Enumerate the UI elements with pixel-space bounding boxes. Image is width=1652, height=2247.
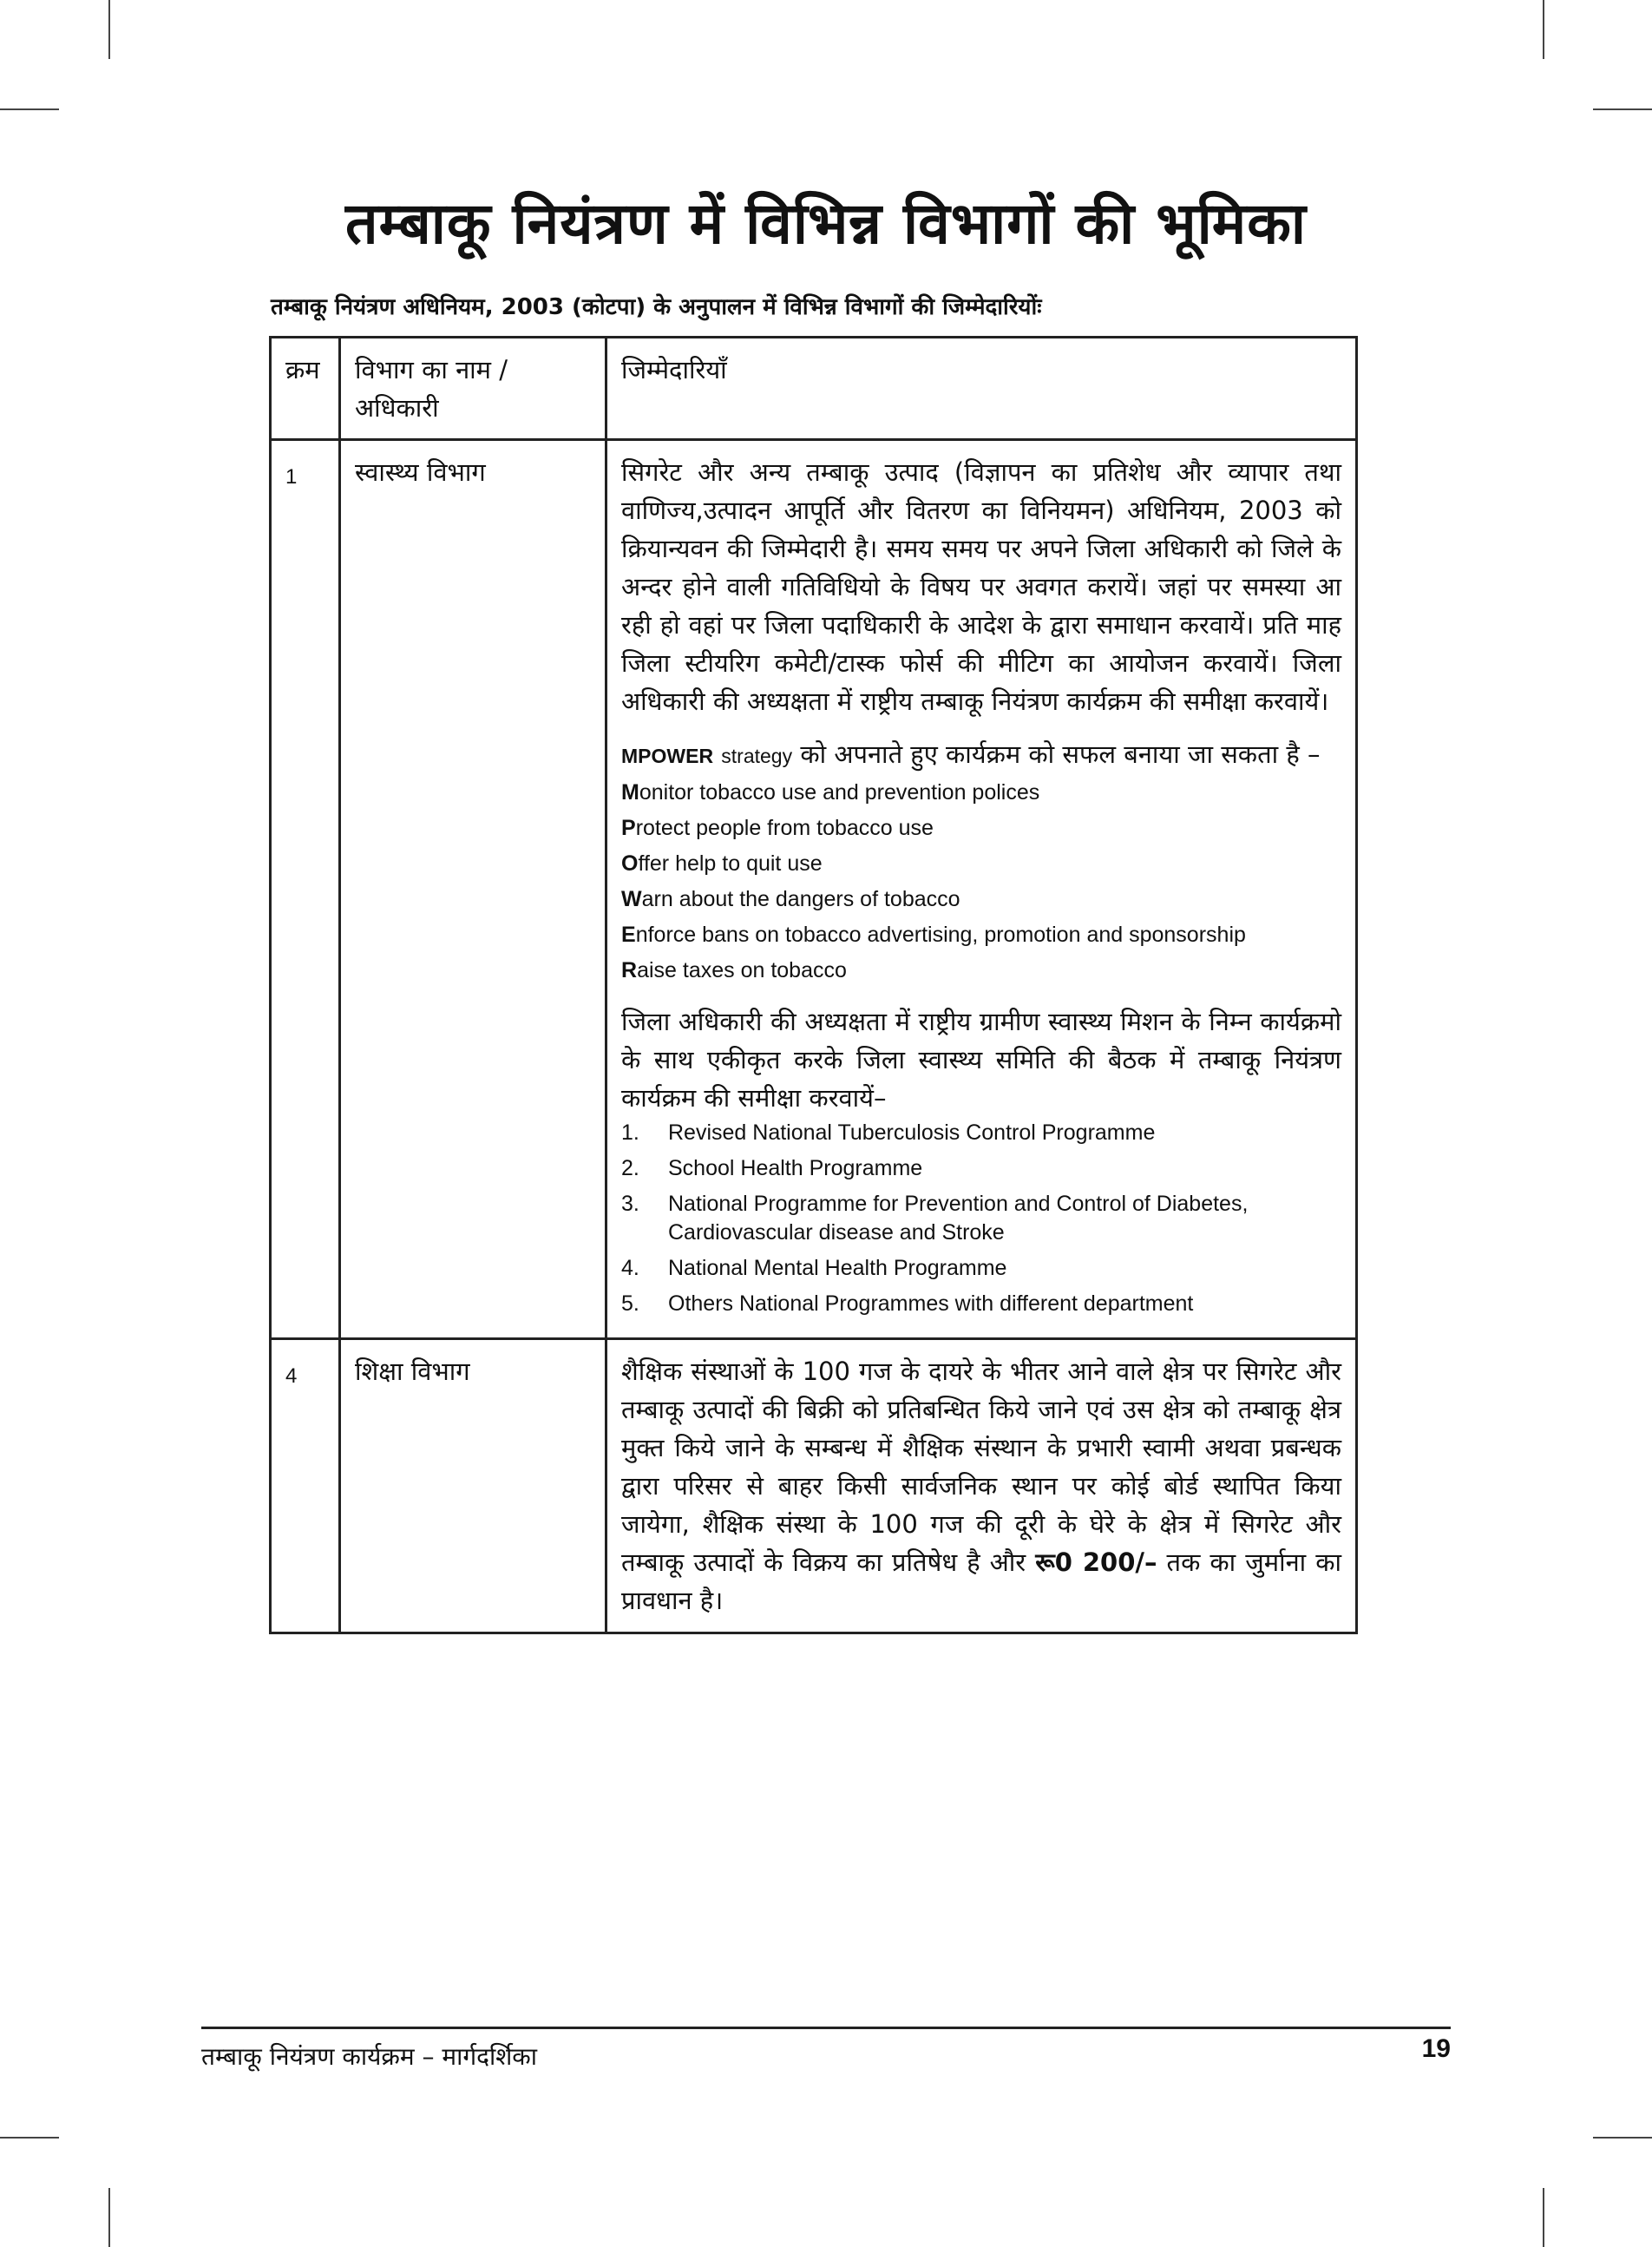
header-serial: क्रम <box>271 338 340 440</box>
header-department: विभाग का नाम / अधिकारी <box>340 338 606 440</box>
page-subtitle: तम्बाकू नियंत्रण अधिनियम, 2003 (कोटपा) के अनुपालन में विभिन्न विभागों की जिम्मेदारियोंः <box>271 294 1042 320</box>
health-dept-paragraph: सिगरेट और अन्य तम्बाकू उत्पाद (विज्ञापन का प्रतिशेध और व्यापार तथा वाणिज्य,उत्पादन आपूर्ति और वितरण का विनियमन) अधिनियम, 2003 को क्रियान्यवन की जिम्मेदारी है। समय समय पर अपने जिला अधिकारी को जिले के अन्दर होने वाली गतिविधियो के विषय पर अवगत करायें। जहां पर समस्या आ रही हो वहां पर जिला पदाधिकारी के आदेश के द्वारा समाधान करवायें। प्रति माह जिला स्टीयरिग कमेटी/टास्क फोर्स की मीटिग का आयोजन करवायें। जिला अधिकारी की अध्यक्षता में राष्ट्रीय तम्बाकू नियंत्रण कार्यक्रम की समीक्षा करवायें। <box>621 457 1341 717</box>
list-item: Enforce bans on tobacco advertising, promotion and sponsorship <box>621 922 1246 947</box>
list-item: 3. National Programme for Prevention and Control of Diabetes, Cardiovascular disease and Stroke <box>621 1191 1249 1245</box>
row-responsibilities <box>606 1338 1357 1633</box>
crop-mark <box>108 2188 110 2247</box>
row-department: शिक्षा विभाग <box>340 1338 606 1633</box>
list-item: Raise taxes on tobacco <box>621 957 847 982</box>
list-item: 2. School Health Programme <box>621 1155 923 1180</box>
row-responsibilities <box>606 440 1357 1339</box>
programme-list <box>621 1119 1341 1318</box>
crop-mark <box>1543 2188 1544 2247</box>
mpower-acronym: MPOWER <box>621 744 714 767</box>
list-item: 5. Others National Programmes with different department <box>621 1291 1194 1316</box>
crop-mark <box>1543 0 1544 59</box>
list-item: 1. Revised National Tuberculosis Control Programme <box>621 1120 1156 1145</box>
crop-mark <box>1593 2137 1652 2139</box>
list-item: Warn about the dangers of tobacco <box>621 886 960 911</box>
education-dept-paragraph: शैक्षिक संस्थाओं के 100 गज के दायरे के भीतर आने वाले क्षेत्र पर सिगरेट और तम्बाकू उत्पादों की बिक्री को प्रतिबन्धित किये जाने एवं उस क्षेत्र को तम्बाकू क्षेत्र मुक्त किये जाने के सम्बन्ध में शैक्षिक संस्थान के प्रभारी स्वामी अथवा प्रबन्धक द्वारा परिसर से बाहर किसी सार्वजनिक स्थान पर कोई बोर्ड स्थापित किया जायेगा, शैक्षिक संस्था के 100 गज की दूरी के घेरे के क्षेत्र में सिगरेट और तम्बाकू उत्पादों के विक्रय का प्रतिषेध है और रू0 200/– तक का जुर्माना का प्रावधान है। <box>621 1356 1342 1616</box>
responsibilities-table <box>269 336 1358 1634</box>
table-header-row <box>271 338 1357 440</box>
crop-mark <box>1593 108 1652 110</box>
list-item: Monitor tobacco use and prevention polices <box>621 779 1040 805</box>
crop-mark <box>0 108 59 110</box>
row-serial: 1 <box>271 440 340 1339</box>
page-title: तम्बाकू नियंत्रण में विभिन्न विभागों की भूमिका <box>345 190 1307 257</box>
crop-mark <box>108 0 110 59</box>
crop-mark <box>0 2137 59 2139</box>
row-department: स्वास्थ्य विभाग <box>340 440 606 1339</box>
list-item: 4. National Mental Health Programme <box>621 1255 1007 1280</box>
table-row <box>271 440 1357 1339</box>
row-serial: 4 <box>271 1338 340 1633</box>
mpower-heading-text: को अपनाते हुए कार्यक्रम को सफल बनाया जा सकता है – <box>800 739 1321 769</box>
footer-title: तम्बाकू नियंत्रण कार्यक्रम – मार्गदर्शिका <box>201 2042 538 2071</box>
table-row <box>271 1338 1357 1633</box>
mpower-heading <box>621 735 1341 773</box>
fine-amount: रू0 200/– <box>1035 1547 1157 1578</box>
list-item: Protect people from tobacco use <box>621 815 934 840</box>
mpower-strategy-word: strategy <box>721 744 793 767</box>
mpower-list <box>621 775 1341 989</box>
nrhm-review-paragraph: जिला अधिकारी की अध्यक्षता में राष्ट्रीय ग्रामीण स्वास्थ्य मिशन के निम्न कार्यक्रमो के साथ एकीकृत करके जिला स्वास्थ्य समिति की बैठक में तम्बाकू नियंत्रण कार्यक्रम की समीक्षा करवायें– <box>621 1006 1341 1113</box>
header-responsibilities: जिम्मेदारियाँ <box>606 338 1357 440</box>
page-number: 19 <box>1421 2034 1451 2063</box>
list-item: Offer help to quit use <box>621 851 823 876</box>
footer-divider <box>201 2027 1451 2029</box>
